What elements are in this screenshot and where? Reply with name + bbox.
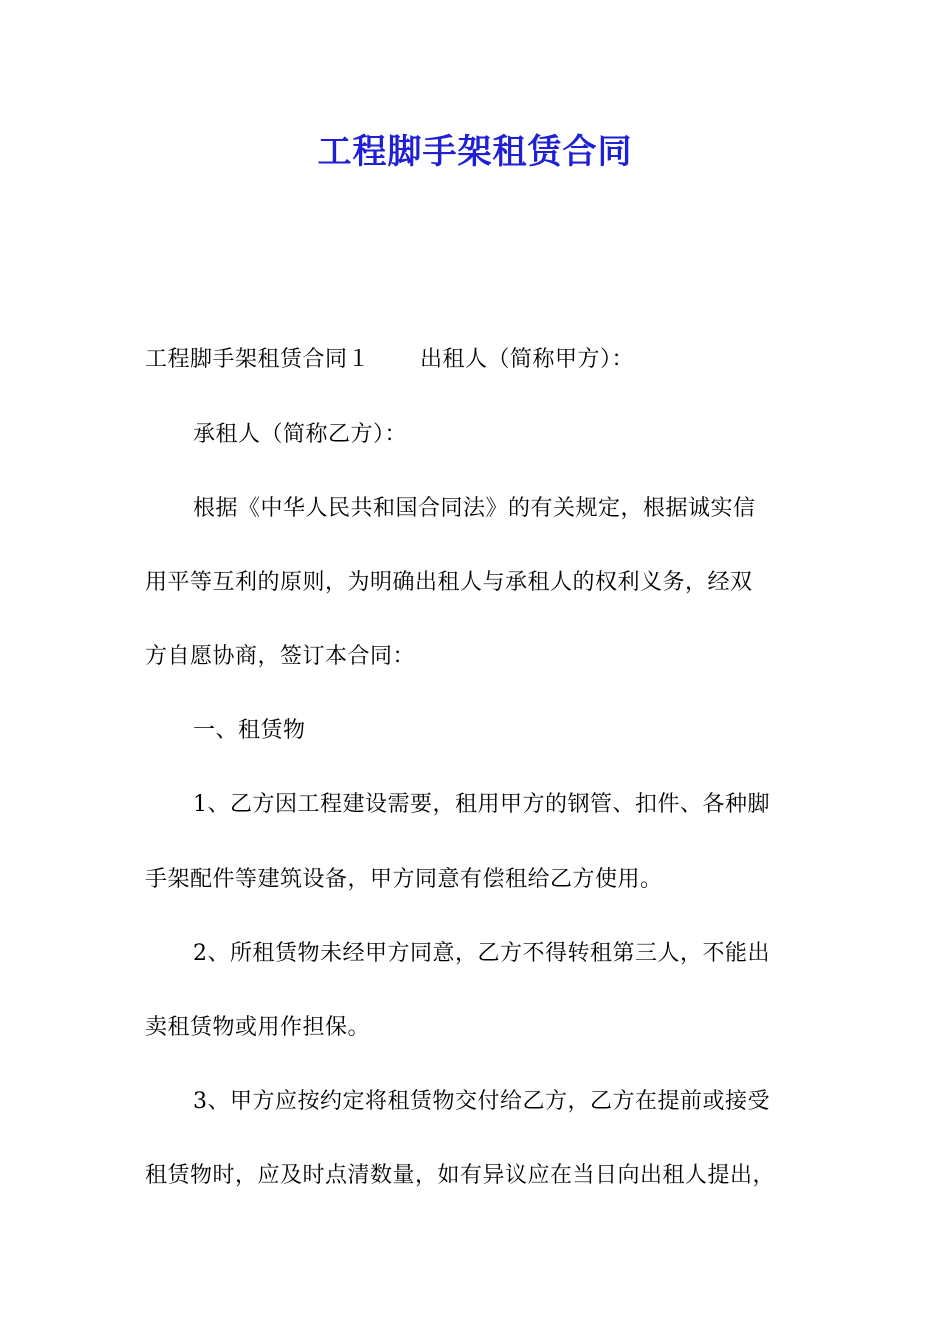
lessor-label: 出租人（简称甲方）： <box>420 347 635 372</box>
document-title: 工程脚手架租赁合同 <box>317 132 633 172</box>
intro-line <box>145 345 634 375</box>
section-heading: 一、租赁物 <box>193 718 306 743</box>
paragraph-line: 3、甲方应按约定将租赁物交付给乙方，乙方在提前或接受 <box>193 1089 770 1114</box>
contract-number-label: 工程脚手架租赁合同１ <box>145 347 371 372</box>
paragraph-line: 1、乙方因工程建设需要，租用甲方的钢管、扣件、各种脚 <box>193 792 770 817</box>
paragraph-line: 手架配件等建筑设备，甲方同意有偿租给乙方使用。 <box>145 867 663 892</box>
paragraph-line: 2、所租赁物未经甲方同意，乙方不得转租第三人，不能出 <box>193 941 770 966</box>
paragraph-line: 卖租赁物或用作担保。 <box>145 1015 371 1040</box>
paragraph-line: 用平等互利的原则，为明确出租人与承租人的权利义务，经双 <box>145 570 753 595</box>
paragraph-line: 方自愿协商，签订本合同： <box>145 644 416 669</box>
lessee-label: 承租人（简称乙方）： <box>193 422 408 447</box>
paragraph-line: 根据《中华人民共和国合同法》的有关规定，根据诚实信 <box>193 496 756 521</box>
paragraph-line: 租赁物时，应及时点清数量，如有异议应在当日向出租人提出， <box>145 1163 776 1188</box>
